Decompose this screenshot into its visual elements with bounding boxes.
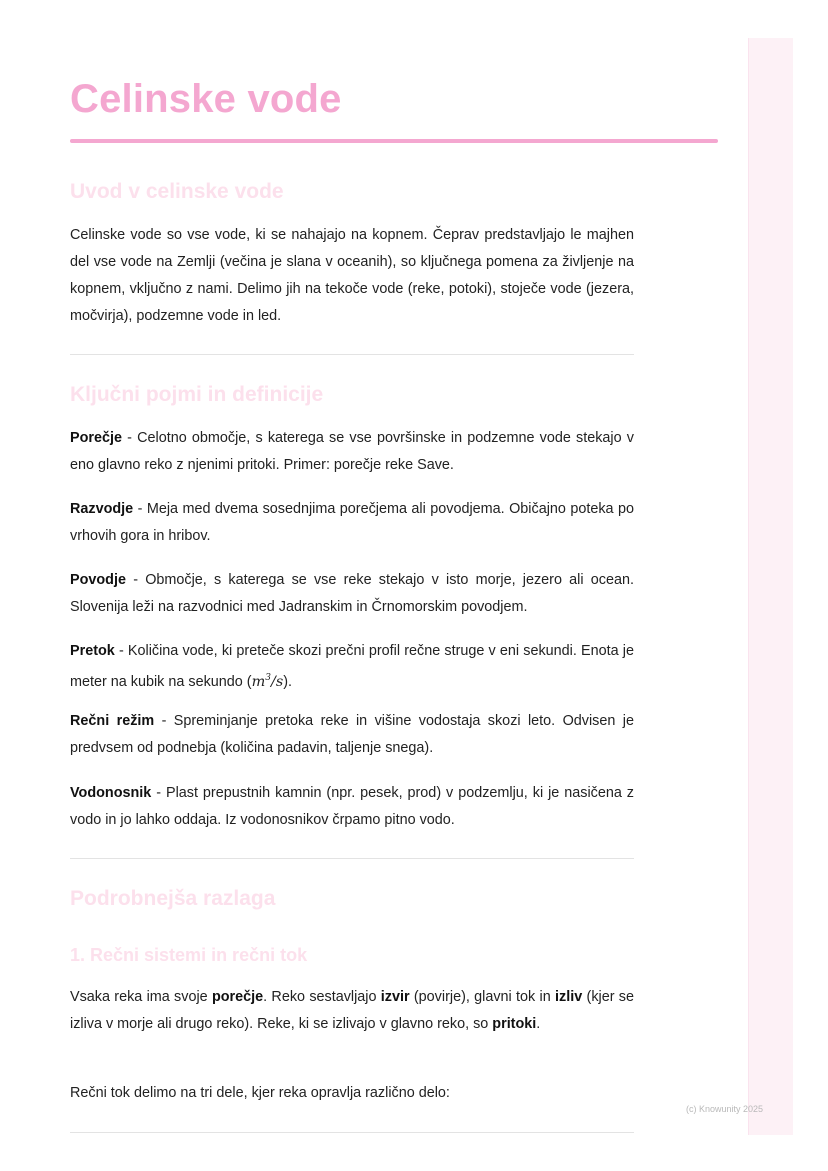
term-label: Razvodje: [70, 501, 134, 517]
term-recni-rezim: [70, 708, 634, 762]
term-porecje: [70, 425, 634, 479]
keyword-porecje: porečje: [211, 989, 264, 1005]
intro-paragraph: Celinske vode so vse vode, ki se nahajajo na kopnem. Čeprav predstavljajo le majhen del vse vode na Zemlji (večina je slana v oceanih), so ključnega pomena za življenje na kopnem, vključno z nami. Delimo jih na tekoče vode (reke, potoki), stoječe vode (jezera, močvirja), podzemne vode in led.: [70, 227, 634, 324]
section-heading-detail: Podrobnejša razlaga: [70, 887, 276, 910]
term-vodonosnik: [70, 780, 634, 834]
detail-paragraph-2: Rečni tok delimo na tri dele, kjer reka opravlja različno delo:: [70, 1085, 450, 1101]
page-content: [70, 72, 634, 126]
term-definition: - Količina vode, ki preteče skozi prečni profil rečne struge v eni sekundi. Enota je meter na kubik na sekundo (: [70, 643, 634, 690]
term-label: Rečni režim: [70, 713, 155, 729]
term-razvodje: [70, 496, 634, 550]
term-definition: - Območje, s katerega se vse reke stekajo v isto morje, jezero ali ocean. Slovenija leži na razvodnici med Jadranskim in Črnomorskim povodjem.: [70, 572, 634, 615]
term-label: Vodonosnik: [70, 785, 152, 801]
keyword-izliv: izliv: [555, 989, 583, 1005]
term-definition-end: ).: [283, 673, 293, 690]
section-divider: [70, 354, 634, 355]
section-heading-terms: Ključni pojmi in definicije: [70, 383, 324, 406]
copyright-footer: (c) Knowunity 2025: [686, 1104, 764, 1114]
term-definition: - Plast prepustnih kamnin (npr. pesek, prod) v podzemlju, ki je nasičena z vodo in jo lahko oddaja. Iz vodonosnikov črpamo pitno vodo.: [70, 785, 634, 828]
keyword-izvir: izvir: [380, 989, 410, 1005]
term-definition: - Meja med dvema sosednjima porečjema ali povodjema. Običajno poteka po vrhovih gora in hribov.: [70, 501, 634, 544]
page-side-strip: [748, 38, 793, 1135]
unit-formula: $m^3/s$: [251, 673, 284, 690]
section-divider: [70, 858, 634, 859]
title-underline: [70, 139, 718, 143]
term-label: Pretok: [70, 643, 115, 659]
term-label: Porečje: [70, 430, 122, 446]
keyword-pritoki: pritoki: [492, 1016, 537, 1032]
section-heading-intro: Uvod v celinske vode: [70, 180, 284, 203]
term-pretok: [70, 638, 634, 696]
section-divider: [70, 1132, 634, 1133]
page-title: Celinske vode: [70, 77, 342, 121]
term-definition: - Celotno območje, s katerega se vse površinske in podzemne vode stekajo v eno glavno reko z njenimi pritoki. Primer: porečje reke Save.: [70, 430, 634, 473]
term-povodje: [70, 567, 634, 621]
term-definition: - Spreminjanje pretoka reke in višine vodostaja skozi leto. Odvisen je predvsem od podnebja (količina padavin, taljenje snega).: [70, 713, 634, 756]
term-label: Povodje: [70, 572, 126, 588]
detail-paragraph-1: Vsaka reka ima svoje porečje. Reko sestavljajo izvir (povirje), glavni tok in izliv (kjer se izliva v morje ali drugo reko). Reke, ki se izlivajo v glavno reko, so pritoki.: [70, 989, 634, 1032]
subsection-heading: 1. Rečni sistemi in rečni tok: [70, 945, 308, 965]
